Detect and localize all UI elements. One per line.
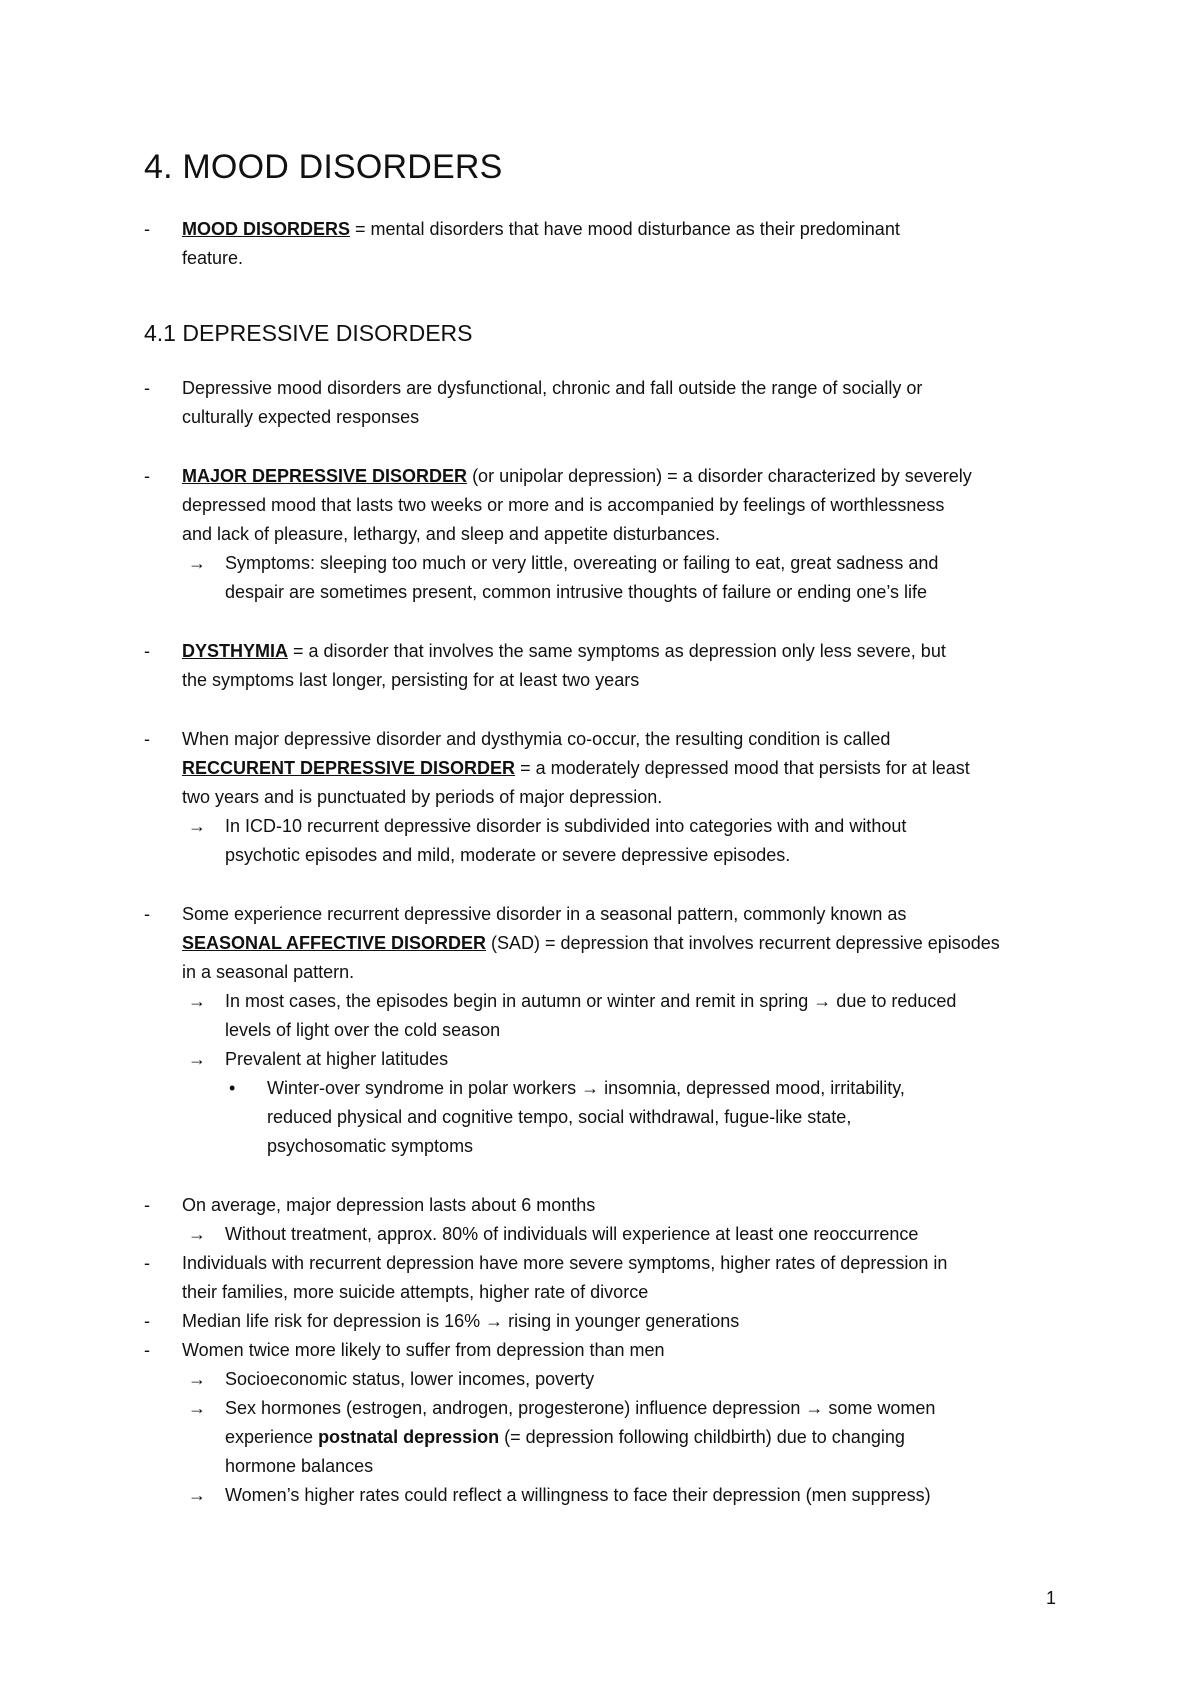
text-line: their families, more suicide attempts, higher rate of divorce: [182, 1282, 649, 1302]
term-postnatal-depression: postnatal depression: [318, 1427, 500, 1447]
text-line: Prevalent at higher latitudes: [225, 1049, 449, 1069]
term-dysthymia: DYSTHYMIA: [182, 641, 289, 661]
arrow-icon: →: [188, 1049, 206, 1069]
text-line: Some experience recurrent depressive disorder in a seasonal pattern, commonly known as: [182, 904, 907, 924]
list-dash: -: [144, 1195, 150, 1215]
text-line: and lack of pleasure, lethargy, and sleep and appetite disturbances.: [182, 524, 721, 544]
definition-line: [182, 219, 900, 239]
list-dash: -: [144, 219, 150, 239]
text-line: feature.: [182, 248, 244, 268]
text-line: hormone balances: [225, 1456, 374, 1476]
list-dash: -: [144, 378, 150, 398]
definition-line: [225, 1427, 905, 1447]
arrow-icon: →: [188, 553, 206, 573]
text-line: On average, major depression lasts about 6 months: [182, 1195, 596, 1215]
list-dash: -: [144, 1340, 150, 1360]
text-line: In most cases, the episodes begin in autumn or winter and remit in spring → due to reduced: [225, 991, 957, 1011]
arrow-icon: →: [188, 1369, 206, 1389]
list-dash: -: [144, 641, 150, 661]
text-line: despair are sometimes present, common intrusive thoughts of failure or ending one’s life: [225, 582, 928, 602]
text-line: Women’s higher rates could reflect a willingness to face their depression (men suppress): [225, 1485, 931, 1505]
term-major-depressive-disorder: MAJOR DEPRESSIVE DISORDER: [182, 466, 468, 486]
text-line: depressed mood that lasts two weeks or more and is accompanied by feelings of worthlessness: [182, 495, 945, 515]
term-mood-disorders: MOOD DISORDERS: [182, 219, 351, 239]
list-dash: -: [144, 729, 150, 749]
text-line: Women twice more likely to suffer from depression than men: [182, 1340, 665, 1360]
text-line: Without treatment, approx. 80% of individuals will experience at least one reoccurrence: [225, 1224, 919, 1244]
text-line: Winter-over syndrome in polar workers → insomnia, depressed mood, irritability,: [267, 1078, 905, 1098]
list-dash: -: [144, 1253, 150, 1273]
text-line: levels of light over the cold season: [225, 1020, 501, 1040]
text-line: Socioeconomic status, lower incomes, poverty: [225, 1369, 595, 1389]
text-span: = a moderately depressed mood that persists for at least: [515, 758, 970, 778]
text-span: (SAD) = depression that involves recurrent depressive episodes: [486, 933, 1000, 953]
arrow-icon: →: [188, 991, 206, 1011]
list-dash: -: [144, 1311, 150, 1331]
text-line: Sex hormones (estrogen, androgen, progesterone) influence depression → some women: [225, 1398, 936, 1418]
text-span: (= depression following childbirth) due to changing: [499, 1427, 905, 1447]
text-line: the symptoms last longer, persisting for at least two years: [182, 670, 640, 690]
arrow-icon: →: [188, 1224, 206, 1244]
text-line: reduced physical and cognitive tempo, social withdrawal, fugue-like state,: [267, 1107, 852, 1127]
text-line: Symptoms: sleeping too much or very little, overeating or failing to eat, great sadness and: [225, 553, 939, 573]
term-seasonal-affective-disorder: SEASONAL AFFECTIVE DISORDER: [182, 933, 487, 953]
text-line: psychotic episodes and mild, moderate or severe depressive episodes.: [225, 845, 791, 865]
text-line: Individuals with recurrent depression have more severe symptoms, higher rates of depression in: [182, 1253, 948, 1273]
arrow-icon: →: [188, 1485, 206, 1505]
list-dash: -: [144, 904, 150, 924]
definition-line: [182, 758, 970, 778]
definition-line: [182, 933, 1000, 953]
definition-line: [182, 641, 946, 661]
page-title: 4. MOOD DISORDERS: [144, 148, 503, 186]
arrow-icon: →: [188, 1398, 206, 1418]
text-line: culturally expected responses: [182, 407, 420, 427]
text-line: psychosomatic symptoms: [267, 1136, 474, 1156]
text-span: experience: [225, 1427, 319, 1447]
section-title: 4.1 DEPRESSIVE DISORDERS: [144, 320, 473, 346]
page-number: 1: [1046, 1588, 1057, 1608]
text-line: in a seasonal pattern.: [182, 962, 355, 982]
list-dash: -: [144, 466, 150, 486]
text-line: When major depressive disorder and dysthymia co-occur, the resulting condition is called: [182, 729, 891, 749]
bullet-icon: •: [229, 1078, 236, 1098]
text-line: two years and is punctuated by periods of major depression.: [182, 787, 663, 807]
definition-line: [182, 466, 972, 486]
text-line: Median life risk for depression is 16% → rising in younger generations: [182, 1311, 740, 1331]
text-span: = a disorder that involves the same symptoms as depression only less severe, but: [288, 641, 946, 661]
text-span: = mental disorders that have mood disturbance as their predominant: [350, 219, 900, 239]
text-line: In ICD-10 recurrent depressive disorder is subdivided into categories with and without: [225, 816, 907, 836]
arrow-icon: →: [188, 816, 206, 836]
text-span: (or unipolar depression) = a disorder characterized by severely: [467, 466, 972, 486]
term-recurrent-depressive-disorder: RECCURENT DEPRESSIVE DISORDER: [182, 758, 516, 778]
text-line: Depressive mood disorders are dysfunctional, chronic and fall outside the range of socially or: [182, 378, 923, 398]
